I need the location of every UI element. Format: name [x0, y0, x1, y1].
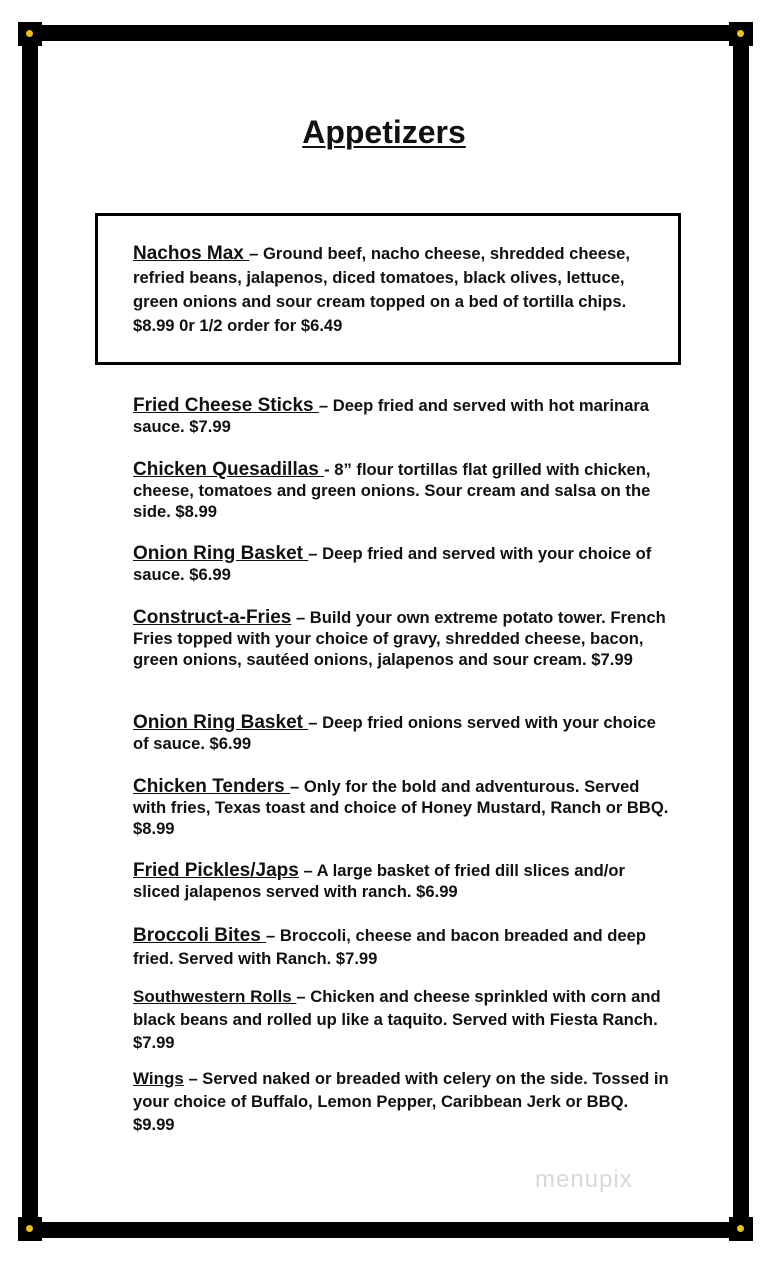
- item-description: – Build your own extreme potato tower. French Fries topped with your choice of gravy, shredded cheese, bacon, green onions, sautéed onions, jalapenos and sour cream. $7.99: [133, 608, 666, 669]
- frame-bottom: [22, 1222, 748, 1238]
- menu-item: [133, 607, 673, 670]
- item-description: – Deep fried onions served with your choice of sauce. $6.99: [133, 713, 656, 753]
- item-name: Onion Ring Basket: [133, 543, 309, 564]
- menu-item: [133, 543, 673, 585]
- corner-top-left: [18, 22, 42, 46]
- item-description: – Deep fried and served with your choice of sauce. $6.99: [133, 544, 652, 584]
- item-description: – Served naked or breaded with celery on the side. Tossed in your choice of Buffalo, Lemon Pepper, Caribbean Jerk or BBQ. $9.99: [133, 1069, 669, 1134]
- item-description: – Deep fried and served with hot marinara sauce. $7.99: [133, 396, 649, 436]
- menu-item: [133, 712, 673, 754]
- watermark: menupix: [535, 1166, 633, 1193]
- item-name: Nachos Max: [133, 243, 250, 264]
- menu-item: [133, 1067, 673, 1136]
- dot-icon: [26, 1225, 33, 1232]
- item-name: Construct-a-Fries: [133, 607, 292, 628]
- menu-item: [133, 459, 673, 522]
- featured-item: [133, 242, 668, 338]
- corner-bottom-right: [729, 1217, 753, 1241]
- item-name: Southwestern Rolls: [133, 987, 297, 1006]
- item-name: Chicken Quesadillas: [133, 459, 325, 480]
- menu-item: [133, 860, 673, 902]
- item-name: Chicken Tenders: [133, 776, 290, 797]
- item-description: – Chicken and cheese sprinkled with corn and black beans and rolled up like a taquito. Served with Fiesta Ranch. $7.99: [133, 987, 661, 1052]
- menu-item: [133, 924, 673, 970]
- item-name: Fried Cheese Sticks: [133, 395, 319, 416]
- dot-icon: [737, 30, 744, 37]
- frame-top: [22, 25, 748, 41]
- dot-icon: [26, 30, 33, 37]
- item-description: – A large basket of fried dill slices and/or sliced jalapenos served with ranch. $6.99: [133, 861, 625, 901]
- page-title: Appetizers: [302, 114, 466, 150]
- item-name: Wings: [133, 1069, 184, 1088]
- item-description: – Only for the bold and adventurous. Served with fries, Texas toast and choice of Honey Mustard, Ranch or BBQ. $8.99: [133, 777, 669, 838]
- corner-bottom-left: [18, 1217, 42, 1241]
- dot-icon: [737, 1225, 744, 1232]
- frame-right: [733, 25, 749, 1238]
- item-name: Fried Pickles/Japs: [133, 860, 299, 881]
- item-description: – Broccoli, cheese and bacon breaded and deep fried. Served with Ranch. $7.99: [133, 926, 646, 968]
- corner-top-right: [729, 22, 753, 46]
- menu-item: [133, 395, 673, 437]
- item-name: Broccoli Bites: [133, 925, 267, 946]
- menu-item: [133, 776, 673, 839]
- menu-item: [133, 985, 673, 1054]
- item-description: – Ground beef, nacho cheese, shredded cheese, refried beans, jalapenos, diced tomatoes, black olives, lettuce, green onions and sour cream topped on a bed of tortilla chips. $8.99 0r 1/2 order for $6.49: [133, 244, 631, 335]
- item-description: - 8” flour tortillas flat grilled with chicken, cheese, tomatoes and green onions. Sour cream and salsa on the side. $8.99: [133, 460, 651, 521]
- item-name: Onion Ring Basket: [133, 712, 309, 733]
- frame-left: [22, 25, 38, 1238]
